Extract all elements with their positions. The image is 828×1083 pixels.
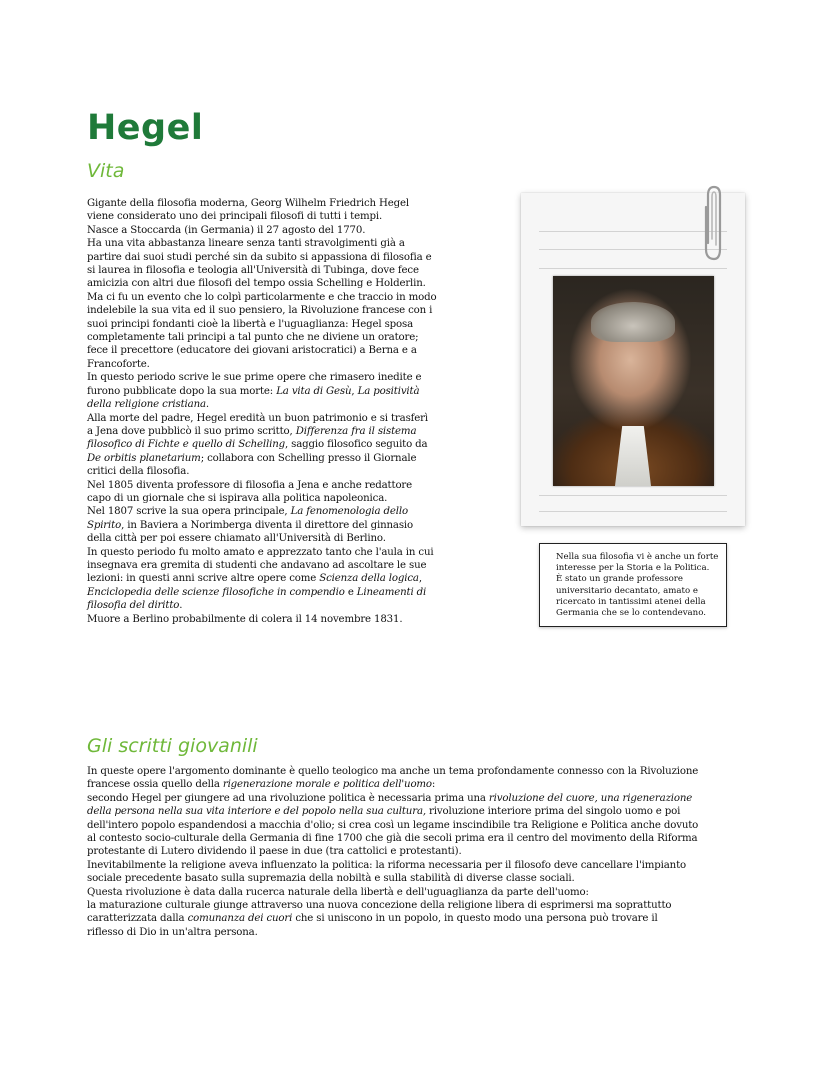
text-run: caratterizzata dalla [87, 913, 188, 925]
card-rule [539, 495, 727, 496]
text-line [87, 559, 465, 572]
text-run: che si uniscono in un popolo, in questo modo una persona può trovare il [292, 913, 658, 925]
text-run: Gigante della filosofia moderna, Georg Wilhelm Friedrich Hegel [87, 198, 410, 209]
page-title: Hegel [87, 108, 204, 148]
text-line [87, 398, 465, 411]
text-line [87, 412, 465, 425]
text-line [87, 778, 749, 791]
italic-text: De orbitis planetarium [87, 452, 201, 464]
text-line [87, 331, 465, 344]
text-line [87, 318, 465, 331]
text-run: la maturazione culturale giunge attraverso una nuova concezione della religione libera di esprimersi ma soprattutto [87, 900, 672, 912]
text-line [87, 805, 749, 818]
text-line [87, 224, 465, 237]
section-heading-vita: Vita [87, 160, 125, 182]
text-line [87, 546, 465, 559]
vita-text [87, 197, 465, 626]
text-run: e [344, 586, 357, 598]
text-line [87, 572, 465, 585]
text-run: insegnava era gremita di studenti che andavano ad ascoltare le sue [87, 559, 427, 571]
text-line [87, 358, 465, 371]
portrait-collar [615, 426, 651, 486]
italic-text: rivoluzione del cuore, una rigenerazione [488, 792, 693, 804]
text-run: protestante di Lutero dividendo il paese in due (tra cattolici e protestanti). [87, 846, 462, 858]
portrait-hair [591, 302, 675, 342]
paperclip-icon [701, 183, 727, 263]
italic-text: filosofia del diritto [87, 600, 180, 612]
text-run: ; collabora con Schelling presso il Giornale [200, 452, 417, 464]
text-line [87, 765, 749, 778]
text-run: Ma ci fu un evento che lo colpì particolarmente e che traccio in modo [87, 291, 437, 303]
text-run: al contesto socio-culturale della Germania di fine 1700 che già die secoli prima era il centro del movimento della Riforma [87, 833, 698, 845]
text-line [87, 438, 465, 451]
text-line [87, 819, 749, 832]
text-run: sociale precedente basato sulla supremazia della nobiltà e sulla stabilità di diverse classe sociali. [87, 873, 575, 885]
text-run: indelebile la sua vita ed il suo pensiero, la Rivoluzione francese con i [87, 305, 433, 317]
caption-line: È stato un grande professore [556, 574, 683, 585]
text-run: capo di un giornale che si ispirava alla politica napoleonica. [87, 492, 388, 504]
text-line [87, 912, 749, 925]
text-run: In queste opere l'argomento dominante è quello teologico ma anche un tema profondamente connesso con la Rivoluzione [87, 766, 699, 777]
text-run: riflesso di Dio in un'altra persona. [87, 926, 258, 938]
text-line [87, 845, 749, 858]
caption-line: Germania che se lo contendevano. [556, 608, 706, 619]
text-run: secondo Hegel per giungere ad una rivoluzione politica è necessaria prima una [87, 792, 489, 804]
text-run: , [418, 573, 422, 585]
text-run: critici della filosofia. [87, 466, 190, 478]
text-line [87, 237, 465, 250]
text-run: In questo periodo scrive le sue prime opere che rimasero inedite e [87, 372, 422, 384]
text-line [87, 479, 465, 492]
italic-text: filosofico di Fichte e quello di Schelling [87, 439, 285, 451]
text-line [87, 899, 749, 912]
card-rule [539, 511, 727, 512]
italic-text: comunanza dei cuori [187, 913, 293, 925]
text-run: rivoluzione interiore prima del singolo uomo e poi [425, 806, 681, 818]
text-run: Muore a Berlino probabilmente di colera il 14 novembre 1831. [87, 613, 403, 625]
text-run: : [431, 779, 436, 791]
text-line [87, 304, 465, 317]
text-line [87, 492, 465, 505]
caption-line: Nella sua filosofia vi è anche un forte [556, 552, 719, 562]
text-run: francese ossia quello della [87, 779, 223, 791]
text-line [87, 277, 465, 290]
text-line [87, 385, 465, 398]
text-run: viene considerato uno dei principali filosofi di tutti i tempi. [87, 211, 383, 223]
portrait-caption [539, 543, 727, 627]
text-run: furono pubblicate dopo la sua morte: [87, 385, 277, 397]
text-line [87, 465, 465, 478]
text-line [87, 371, 465, 384]
italic-text: La positività [357, 385, 420, 397]
card-rule [539, 231, 727, 232]
text-line [87, 886, 749, 899]
card-rule [539, 268, 727, 269]
text-line [87, 264, 465, 277]
text-run: lezioni: in questi anni scrive altre opere come [87, 573, 320, 585]
text-run: , saggio filosofico seguito da [284, 439, 428, 451]
text-line [87, 505, 465, 518]
scritti-text [87, 765, 749, 939]
caption-line: universitario decantato, amato e [556, 585, 698, 596]
text-run: , in Baviera a Norimberga diventa il direttore del ginnasio [121, 519, 414, 531]
caption-line: interesse per la Storia e la Politica. [556, 563, 710, 574]
text-run: Inevitabilmente la religione aveva influenzato la politica: la riforma necessaria per il filosofo deve cancellare l'impianto [87, 859, 687, 871]
text-run: suoi principi fondanti cioè la libertà e l'uguaglianza: Hegel sposa [87, 318, 414, 330]
text-run: Nasce a Stoccarda (in Germania) il 27 agosto del 1770. [87, 224, 366, 236]
card-rule [539, 249, 727, 250]
text-line [87, 859, 749, 872]
text-run: Nel 1805 diventa professore di filosofia a Jena e anche redattore [87, 479, 413, 491]
text-run: amicizia con altri due filosofi del tempo ossia Schelling e Holderlin. [87, 278, 426, 290]
italic-text: della religione cristiana [87, 399, 206, 411]
text-run: . [205, 399, 210, 411]
text-run: Francoforte. [87, 358, 150, 370]
text-line [87, 613, 465, 626]
text-line [87, 832, 749, 845]
text-run: Nel 1807 scrive la sua opera principale, [87, 506, 291, 518]
hegel-portrait [553, 276, 714, 486]
text-line [87, 926, 749, 939]
text-run: Alla morte del padre, Hegel eredità un buon patrimonio e si trasferì [87, 412, 428, 424]
text-line [87, 452, 465, 465]
text-line [87, 425, 465, 438]
italic-text: Lineamenti di [356, 586, 427, 598]
text-run: Ha una vita abbastanza lineare senza tanti stravolgimenti già a [87, 238, 405, 250]
italic-text: Differenza fra il sistema [295, 425, 417, 437]
text-line [87, 344, 465, 357]
italic-text: La fenomenologia dello [290, 506, 408, 518]
text-run: In questo periodo fu molto amato e apprezzato tanto che l'aula in cui [87, 546, 434, 558]
text-run: della città per poi essere chiamato all'Università di Berlino. [87, 533, 386, 545]
text-line [87, 210, 465, 223]
text-run: completamente tali principi a tal punto che ne diviene un oratore; [87, 332, 419, 344]
text-run: Questa rivoluzione è data dalla rucerca naturale della libertà e dell'uguaglianza da parte dell'uomo: [87, 886, 589, 898]
text-line [87, 872, 749, 885]
italic-text: della persona nella sua vita interiore e del popolo nella sua cultura, [87, 806, 426, 818]
section-heading-scritti: Gli scritti giovanili [87, 735, 258, 757]
text-line [87, 586, 465, 599]
text-run: . [179, 600, 183, 612]
text-line [87, 532, 465, 545]
text-run: , [351, 385, 358, 397]
text-run: si laurea in filosofia e teologia all'Università di Tubinga, dove fece [87, 265, 419, 277]
text-run: dell'intero popolo espandendosi a macchia d'olio; si crea così un legame inscindibile tra Religione e Politica anche dovuto [87, 819, 699, 831]
text-line [87, 291, 465, 304]
text-line [87, 599, 465, 612]
text-line [87, 519, 465, 532]
text-run: fece il precettore (educatore dei giovani aristocratici) a Berna e a [87, 345, 417, 357]
italic-text: Scienza della logica [319, 573, 419, 585]
italic-text: Spirito [87, 519, 122, 531]
text-line [87, 251, 465, 264]
italic-text: La vita di Gesù [276, 385, 352, 397]
text-line [87, 792, 749, 805]
text-run: partire dai suoi studi perché sin da subito si appassiona di filosofia e [87, 251, 432, 263]
caption-line: ricercato in tantissimi atenei della [556, 596, 706, 607]
italic-text: Enciclopedia delle scienze filosofiche in compendio [87, 586, 345, 598]
italic-text: rigenerazione morale e politica dell'uomo [222, 779, 432, 791]
text-run: a Jena dove pubblicò il suo primo scritto, [87, 425, 296, 437]
text-line [87, 197, 465, 210]
